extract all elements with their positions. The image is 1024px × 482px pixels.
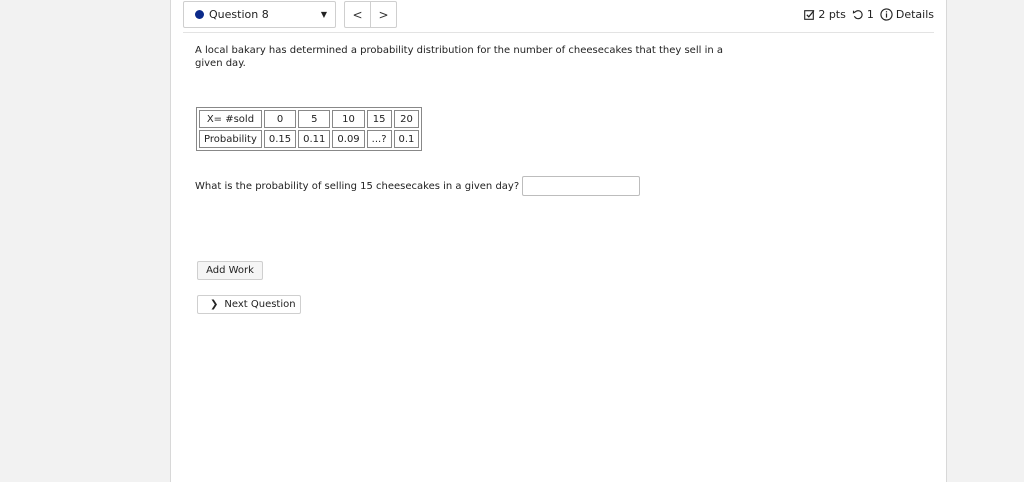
table-row-header: X= #sold: [199, 110, 262, 128]
table-cell: ...?: [367, 130, 392, 148]
table-cell: 0.09: [332, 130, 364, 148]
next-question-arrow-button[interactable]: >: [370, 2, 396, 27]
answer-prompt: What is the probability of selling 15 cheesecakes in a given day?: [195, 180, 520, 192]
question-nav: [344, 1, 397, 28]
points-label: 2 pts: [818, 8, 846, 21]
add-work-button[interactable]: Add Work: [197, 261, 263, 280]
next-question-label: Next Question: [224, 299, 296, 310]
next-question-button[interactable]: [197, 295, 301, 314]
probability-table: [196, 107, 422, 151]
table-row-header: Probability: [199, 130, 262, 148]
table-cell: 0.1: [394, 130, 420, 148]
table-cell: 0: [264, 110, 296, 128]
answer-input[interactable]: [522, 176, 640, 196]
answer-row: [195, 176, 640, 196]
table-cell: 0.11: [298, 130, 330, 148]
attempts-indicator: [852, 8, 874, 21]
table-cell: 20: [394, 110, 420, 128]
table-cell: 0.15: [264, 130, 296, 148]
question-selector-label: Question 8: [209, 8, 269, 21]
question-page: [170, 0, 947, 482]
details-link[interactable]: [880, 8, 934, 21]
caret-down-icon: ▼: [320, 10, 327, 19]
info-icon: [880, 8, 893, 21]
attempts-count: 1: [866, 8, 874, 21]
checkbox-icon: [804, 9, 815, 20]
table-cell: 10: [332, 110, 364, 128]
retry-icon: [852, 9, 864, 20]
chevron-right-icon: ❯: [210, 299, 219, 310]
question-meta: [804, 8, 934, 21]
question-text: A local bakary has determined a probability distribution for the number of cheesecakes that they sell in a given day.: [195, 45, 723, 69]
question-toolbar: [183, 0, 934, 33]
points-indicator: [804, 8, 846, 21]
table-row: [199, 130, 419, 148]
table-row: [199, 110, 419, 128]
status-dot-icon: [195, 10, 204, 19]
question-selector[interactable]: [183, 1, 336, 28]
table-cell: 15: [367, 110, 392, 128]
table-cell: 5: [298, 110, 330, 128]
details-label: Details: [895, 8, 934, 21]
previous-question-button[interactable]: <: [352, 7, 363, 22]
